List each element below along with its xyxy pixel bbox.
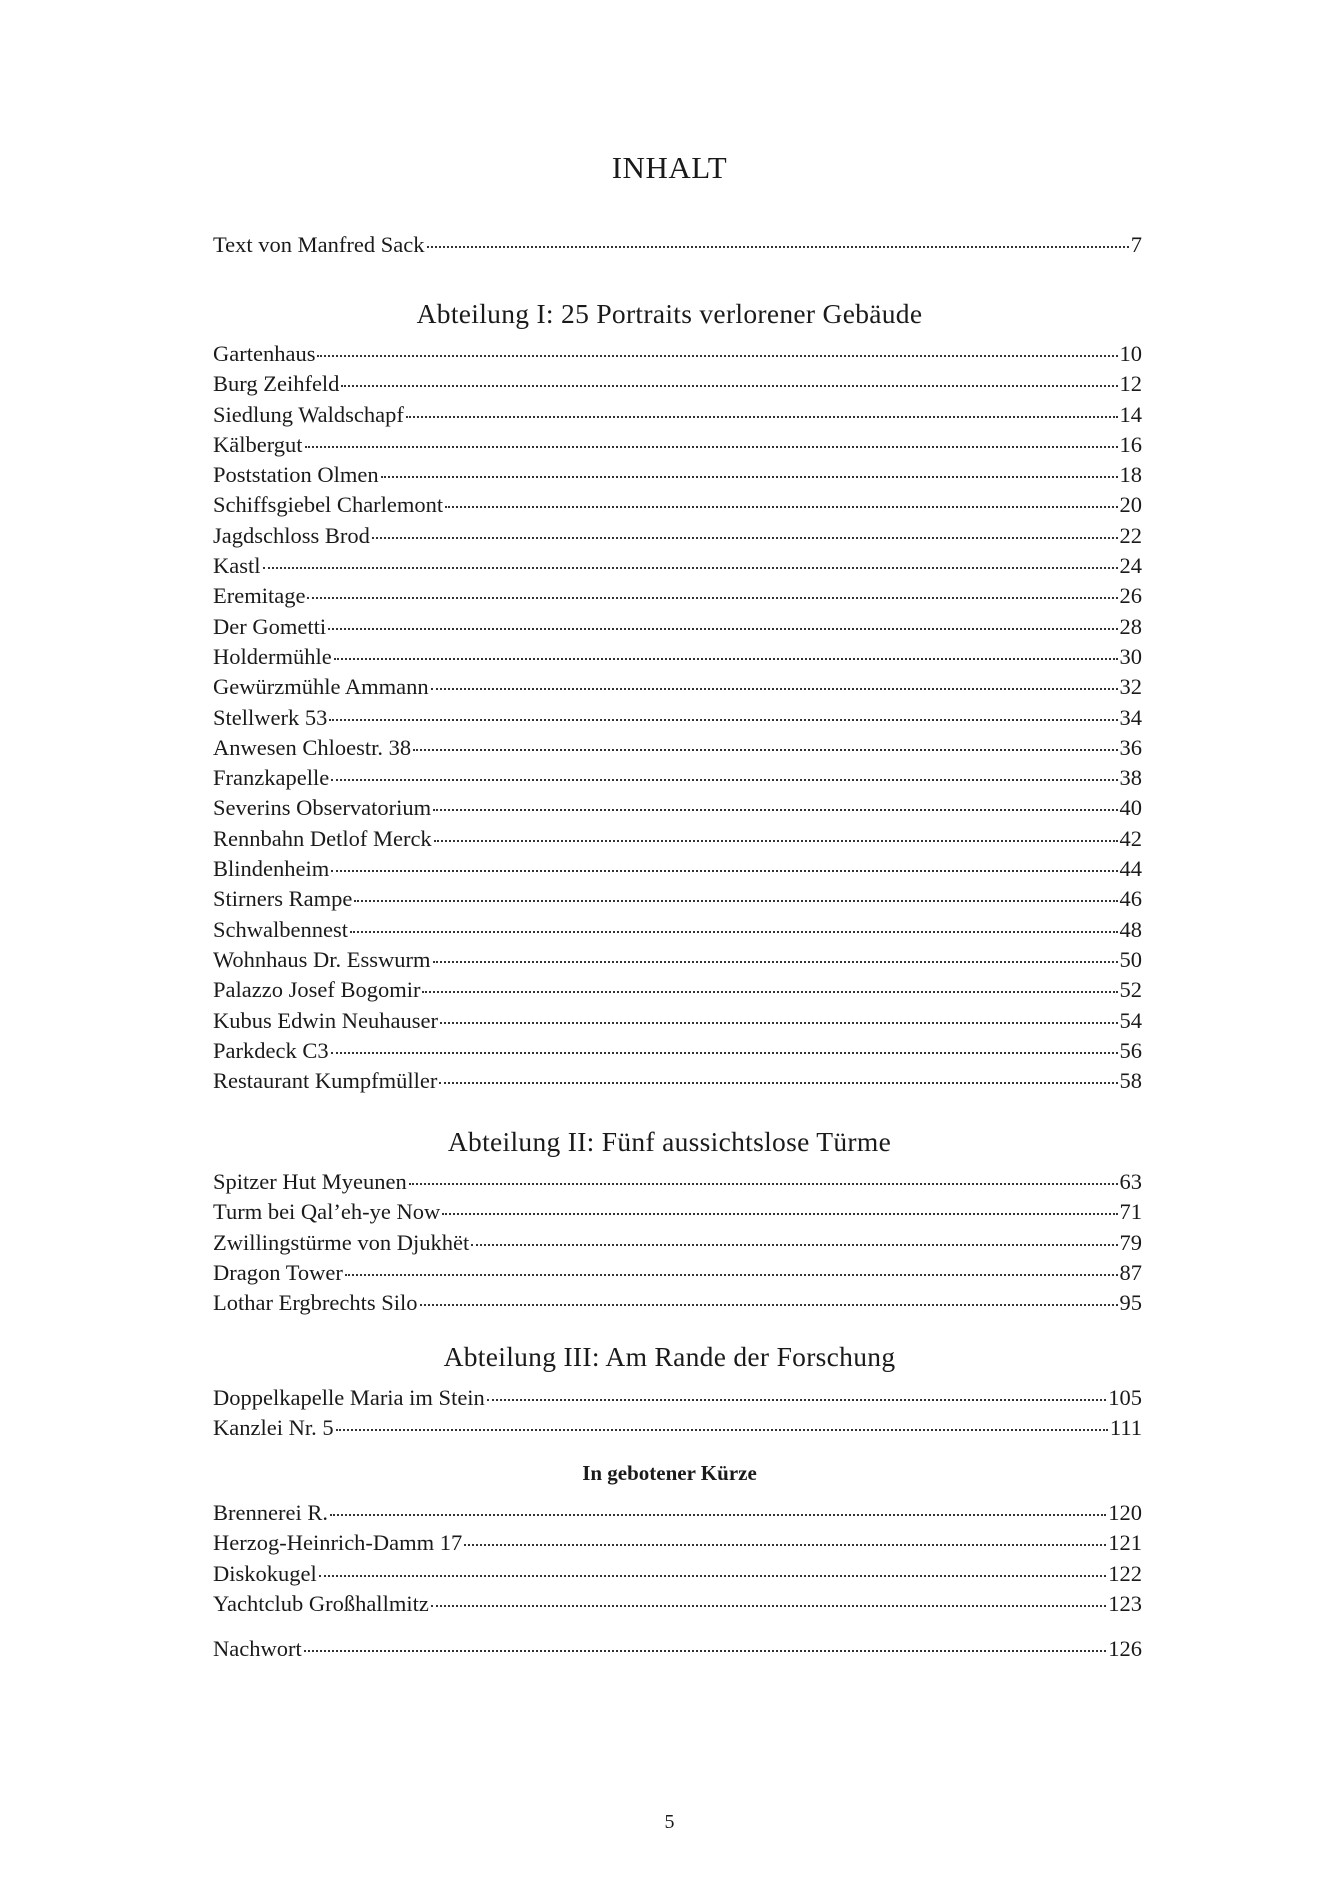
dot-leader	[263, 567, 1118, 569]
dot-leader	[381, 476, 1118, 478]
toc-entry-page: 34	[1119, 704, 1142, 730]
toc-entry-page: 105	[1108, 1385, 1142, 1410]
toc-entry-label: Rennbahn Detlof Merck	[213, 825, 432, 851]
toc-entry	[213, 1589, 1142, 1619]
dot-leader	[409, 1183, 1118, 1185]
toc-entry-page: 52	[1119, 977, 1142, 1003]
dot-leader	[317, 355, 1117, 357]
dot-leader	[433, 961, 1118, 963]
toc-entry	[213, 1288, 1142, 1318]
toc-entry-page: 12	[1119, 371, 1142, 397]
dot-leader	[304, 1650, 1107, 1652]
dot-leader	[427, 246, 1129, 248]
toc-entry-label: Burg Zeihfeld	[213, 371, 340, 397]
toc-entry	[213, 1528, 1142, 1558]
dot-leader	[471, 1244, 1117, 1246]
toc-entry-label: Restaurant Kumpfmüller	[213, 1068, 438, 1094]
toc-entry	[213, 1167, 1142, 1197]
toc-entry-page: 54	[1119, 1007, 1142, 1033]
toc-entry-label: Doppelkapelle Maria im Stein	[213, 1385, 485, 1410]
toc-entry-label: Stellwerk 53	[213, 704, 328, 730]
toc-entry	[213, 1228, 1142, 1258]
toc-entry	[213, 490, 1142, 520]
toc-entry-label: Yachtclub Großhallmitz	[213, 1590, 429, 1616]
toc-entry	[213, 672, 1142, 702]
dot-leader	[487, 1399, 1106, 1401]
dot-leader	[341, 385, 1117, 387]
dot-leader	[345, 1274, 1118, 1276]
toc-entry-page: 44	[1119, 856, 1142, 882]
subsection-heading: In gebotener Kürze	[582, 1461, 757, 1485]
toc-entry	[213, 884, 1142, 914]
toc-entry-page: 28	[1119, 613, 1142, 639]
toc-entry-label: Zwillingstürme von Djukhët	[213, 1229, 470, 1255]
toc-epilogue	[213, 1634, 1142, 1664]
toc-entry	[213, 1197, 1142, 1227]
toc-entry-label: Severins Observatorium	[213, 795, 432, 821]
toc-entry-label: Spitzer Hut Myeunen	[213, 1169, 407, 1194]
dot-leader	[434, 840, 1118, 842]
dot-leader	[464, 1544, 1106, 1546]
toc-entry-label: Lothar Ergbrechts Silo	[213, 1290, 418, 1316]
toc-entry-label: Kälbergut	[213, 431, 303, 457]
dot-leader	[354, 900, 1117, 902]
toc-section-1	[213, 339, 1142, 1096]
dot-leader	[334, 658, 1118, 660]
toc-entry	[213, 824, 1142, 854]
dot-leader	[331, 779, 1117, 781]
dot-leader	[331, 1052, 1118, 1054]
toc-entry-label: Brennerei R.	[213, 1500, 328, 1525]
toc-entry	[213, 975, 1142, 1005]
toc-entry-page: 32	[1119, 674, 1142, 700]
toc-entry	[213, 854, 1142, 884]
toc-entry-page: 10	[1119, 341, 1142, 366]
toc-entry	[213, 763, 1142, 793]
toc-entry-page: 58	[1119, 1068, 1142, 1094]
toc-entry-page: 26	[1119, 583, 1142, 609]
toc-entry-page: 36	[1119, 734, 1142, 760]
toc-entry-page: 120	[1108, 1500, 1142, 1525]
toc-entry-label: Poststation Olmen	[213, 462, 379, 488]
dot-leader	[331, 870, 1117, 872]
toc-entry-label: Kanzlei Nr. 5	[213, 1415, 334, 1441]
toc-entry-label: Franzkapelle	[213, 765, 330, 791]
toc-entry	[213, 612, 1142, 642]
dot-leader	[420, 1304, 1118, 1306]
toc-entry-label: Turm bei Qal’eh-ye Now	[213, 1199, 441, 1225]
dot-leader	[413, 749, 1117, 751]
toc-entry-page: 63	[1119, 1169, 1142, 1194]
toc-entry-page: 56	[1119, 1037, 1142, 1063]
toc-entry	[213, 1634, 1142, 1664]
toc-entry-label: Kubus Edwin Neuhauser	[213, 1007, 438, 1033]
toc-entry	[213, 1559, 1142, 1589]
toc-section-3	[213, 1383, 1142, 1444]
toc-entry	[213, 1036, 1142, 1066]
toc-entry	[213, 1498, 1142, 1528]
toc-entry	[213, 460, 1142, 490]
dot-leader	[307, 597, 1117, 599]
toc-entry-page: 123	[1108, 1590, 1142, 1616]
toc-entry-page: 48	[1119, 916, 1142, 942]
toc-entry-page: 7	[1130, 232, 1142, 257]
dot-leader	[440, 1022, 1118, 1024]
toc-entry-label: Holdermühle	[213, 643, 332, 669]
toc-entry-label: Nachwort	[213, 1636, 302, 1661]
toc-entry-page: 121	[1108, 1530, 1142, 1556]
toc-entry-label: Gewürzmühle Ammann	[213, 674, 429, 700]
toc-entry	[213, 551, 1142, 581]
toc-entry-label: Blindenheim	[213, 856, 330, 882]
toc-entry-page: 87	[1119, 1259, 1142, 1285]
toc-entry	[213, 521, 1142, 551]
toc-entry-label: Schwalbennest	[213, 916, 348, 942]
dot-leader	[431, 1605, 1106, 1607]
toc-entry-page: 79	[1119, 1229, 1142, 1255]
toc-entry-page: 50	[1119, 946, 1142, 972]
dot-leader	[445, 506, 1117, 508]
toc-entry-label: Gartenhaus	[213, 341, 316, 366]
dot-leader	[329, 719, 1117, 721]
toc-entry-page: 95	[1119, 1290, 1142, 1316]
section-heading-3: Abteilung III: Am Rande der Forschung	[443, 1341, 896, 1372]
dot-leader	[336, 1429, 1108, 1431]
toc-entry-label: Siedlung Waldschapf	[213, 401, 404, 427]
toc-entry-label: Text von Manfred Sack	[213, 232, 425, 257]
dot-leader	[433, 809, 1117, 811]
toc-entry-label: Dragon Tower	[213, 1259, 343, 1285]
dot-leader	[431, 688, 1118, 690]
dot-leader	[442, 1213, 1117, 1215]
toc-entry	[213, 1383, 1142, 1413]
dot-leader	[372, 537, 1118, 539]
toc-entry-page: 30	[1119, 643, 1142, 669]
dot-leader	[350, 931, 1118, 933]
toc-entry	[213, 1413, 1142, 1443]
toc-entry-page: 42	[1119, 825, 1142, 851]
toc-entry-label: Eremitage	[213, 583, 306, 609]
toc-intro	[213, 230, 1142, 260]
toc-entry	[213, 793, 1142, 823]
dot-leader	[328, 628, 1117, 630]
toc-entry-page: 20	[1119, 492, 1142, 518]
toc-entry	[213, 400, 1142, 430]
toc-entry	[213, 1006, 1142, 1036]
toc-entry-label: Palazzo Josef Bogomir	[213, 977, 421, 1003]
toc-entry	[213, 642, 1142, 672]
toc-entry-label: Jagdschloss Brod	[213, 522, 370, 548]
toc-entry-page: 22	[1119, 522, 1142, 548]
section-heading-1: Abteilung I: 25 Portraits verlorener Gebäude	[416, 298, 923, 329]
toc-entry	[213, 230, 1142, 260]
toc-entry	[213, 339, 1142, 369]
toc-entry-page: 24	[1119, 553, 1142, 579]
toc-entry-label: Herzog-Heinrich-Damm 17	[213, 1530, 463, 1556]
dot-leader	[406, 416, 1118, 418]
toc-entry	[213, 430, 1142, 460]
toc-entry	[213, 915, 1142, 945]
toc-subsection	[213, 1498, 1142, 1619]
toc-entry-label: Schiffsgiebel Charlemont	[213, 492, 444, 518]
dot-leader	[439, 1082, 1117, 1084]
toc-entry-label: Wohnhaus Dr. Esswurm	[213, 946, 431, 972]
toc-entry-page: 126	[1108, 1636, 1142, 1661]
toc-entry-label: Anwesen Chloestr. 38	[213, 734, 412, 760]
toc-section-2	[213, 1167, 1142, 1318]
toc-entry-label: Der Gometti	[213, 613, 327, 639]
dot-leader	[330, 1514, 1106, 1516]
toc-entry-page: 46	[1119, 886, 1142, 912]
toc-entry-page: 18	[1119, 462, 1142, 488]
toc-entry-page: 14	[1119, 401, 1142, 427]
toc-entry-page: 111	[1109, 1415, 1142, 1441]
section-heading-2: Abteilung II: Fünf aussichtslose Türme	[447, 1126, 892, 1157]
page-title: INHALT	[611, 150, 728, 185]
toc-entry-page: 38	[1119, 765, 1142, 791]
toc-entry-page: 71	[1119, 1199, 1142, 1225]
toc-entry	[213, 733, 1142, 763]
dot-leader	[319, 1575, 1107, 1577]
toc-entry	[213, 1066, 1142, 1096]
toc-entry-page: 40	[1119, 795, 1142, 821]
toc-entry	[213, 369, 1142, 399]
dot-leader	[422, 991, 1117, 993]
dot-leader	[305, 446, 1118, 448]
toc-entry-label: Kastl	[213, 553, 261, 579]
toc-entry-page: 16	[1119, 431, 1142, 457]
toc-entry	[213, 1258, 1142, 1288]
toc-entry-label: Parkdeck C3	[213, 1037, 329, 1063]
toc-entry	[213, 945, 1142, 975]
toc-entry-page: 122	[1108, 1560, 1142, 1586]
toc-entry	[213, 581, 1142, 611]
toc-entry-label: Stirners Rampe	[213, 886, 353, 912]
page-number: 5	[664, 1811, 675, 1833]
toc-entry	[213, 703, 1142, 733]
toc-entry-label: Diskokugel	[213, 1560, 317, 1586]
